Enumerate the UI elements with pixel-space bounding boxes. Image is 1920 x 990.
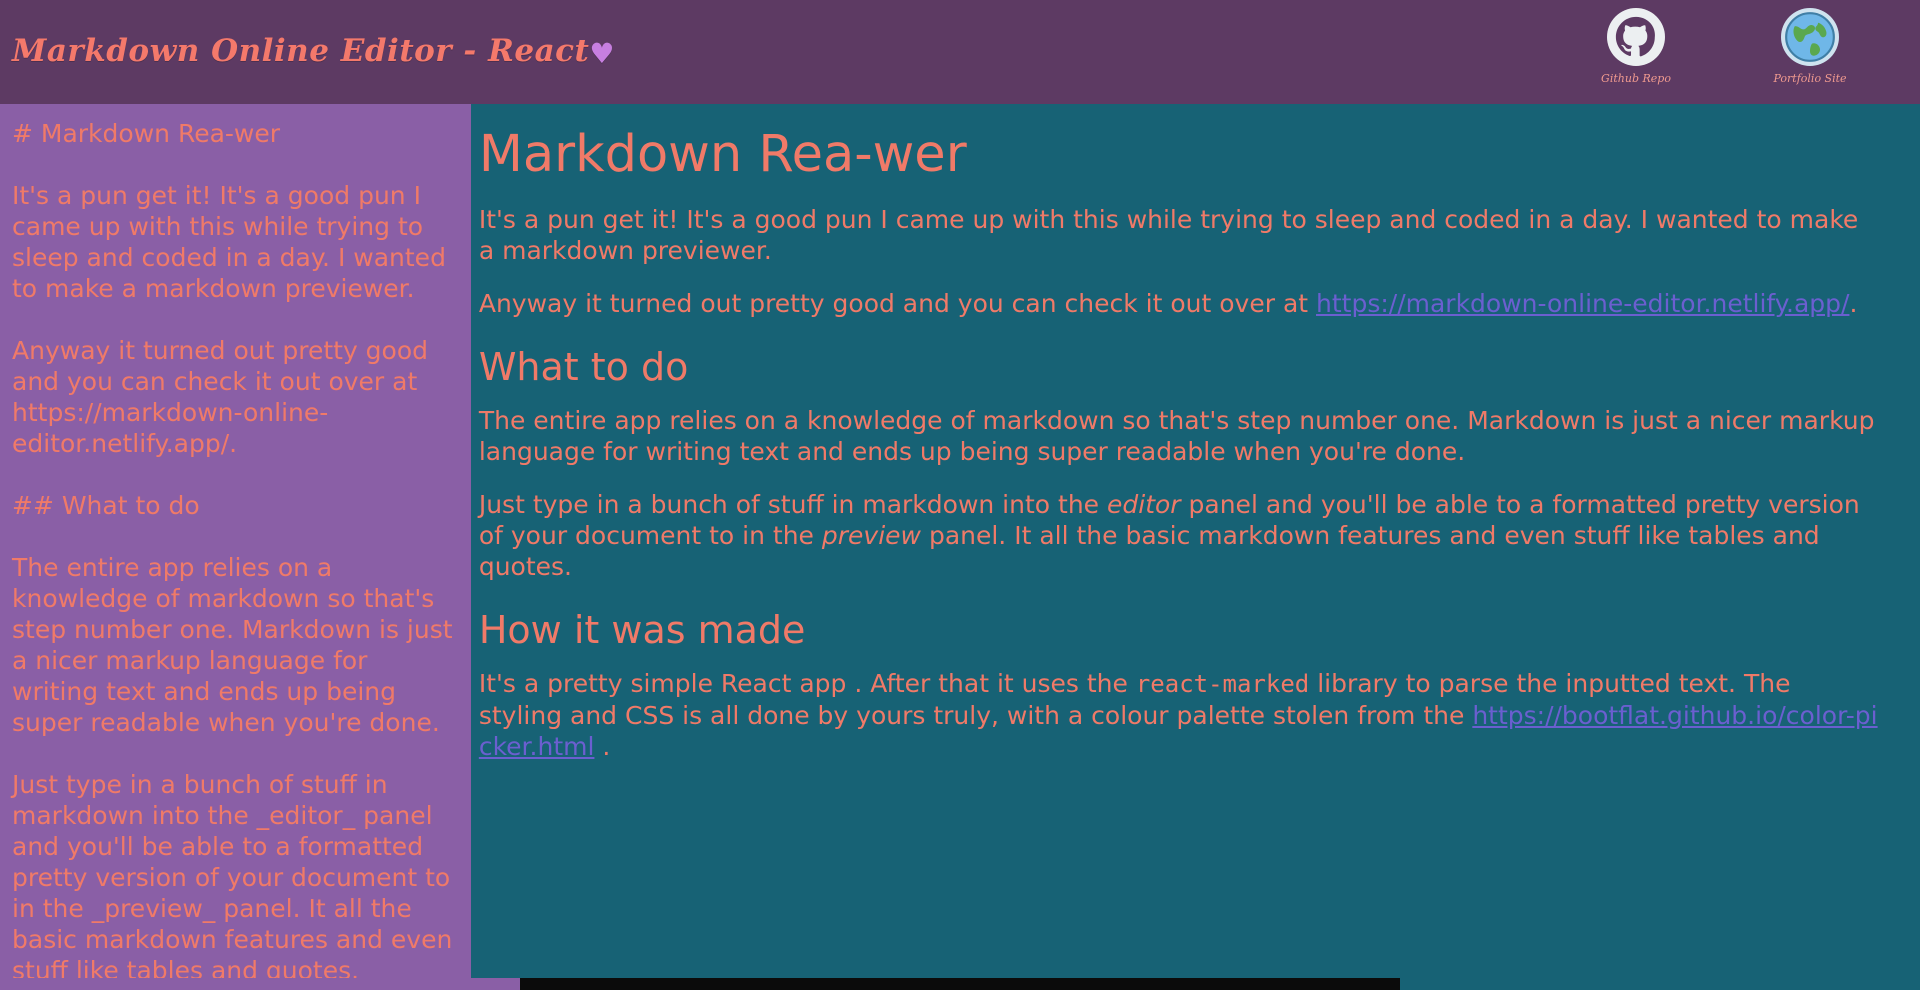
- preview-paragraph-3: The entire app relies on a knowledge of markdown so that's step number one. Markdown is just a nicer markup language for writing text and ends up being super readable when you're done.: [478, 406, 1875, 466]
- scrollbar-track-right: [1400, 978, 1920, 990]
- preview-p5-b: library to parse the inputted text. The styling and CSS is all done by yours truly, with a colour palette stolen from the: [478, 669, 1791, 730]
- preview-paragraph-4: [479, 489, 1878, 582]
- preview-heading-1: Markdown Rea-wer: [478, 125, 967, 184]
- app-header: [0, 0, 1920, 104]
- preview-paragraph-5: [479, 668, 1878, 762]
- preview-p5-c: .: [594, 732, 611, 761]
- preview-emphasis-editor: editor: [1107, 490, 1181, 519]
- preview-heading-what-to-do: What to do: [478, 345, 689, 389]
- app-title-text: Markdown Online Editor - React: [12, 33, 590, 69]
- preview-emphasis-preview: preview: [821, 521, 921, 550]
- editor-preview-split: [0, 104, 1920, 990]
- editor-pane: [0, 104, 471, 990]
- heart-icon: ♥: [589, 37, 615, 70]
- globe-icon: [1781, 8, 1839, 66]
- portfolio-site-link[interactable]: [1762, 8, 1858, 85]
- header-links: [1588, 0, 1920, 85]
- netlify-app-link[interactable]: https://markdown-online-editor.netlify.app/: [1316, 289, 1850, 318]
- portfolio-site-label: Portfolio Site: [1773, 72, 1847, 85]
- preview-p2-before: Anyway it turned out pretty good and you can check it out over at: [478, 289, 1317, 318]
- markdown-preview: [479, 126, 1878, 762]
- markdown-editor-textarea[interactable]: [0, 104, 471, 990]
- preview-paragraph-2: [479, 288, 1878, 319]
- preview-p4-b: panel and you'll be able to a formatted pretty version of your document to in the: [478, 490, 1860, 550]
- scrollbar-track-left: [0, 978, 520, 990]
- horizontal-scrollbar[interactable]: [0, 978, 1920, 990]
- page-title: [0, 0, 615, 70]
- preview-p5-a: It's a pretty simple React app . After that it uses the: [478, 669, 1136, 698]
- github-icon: [1607, 8, 1665, 66]
- scrollbar-thumb[interactable]: [520, 978, 1400, 990]
- preview-p4-c: panel. It all the basic markdown features and even stuff like tables and quotes.: [478, 521, 1820, 581]
- preview-pane: [471, 104, 1920, 990]
- preview-heading-how-it-was-made: How it was made: [478, 608, 806, 652]
- preview-p2-after: .: [1849, 289, 1858, 318]
- preview-inline-code: react-marked: [1135, 670, 1310, 698]
- bootflat-color-picker-link[interactable]: https://bootflat.github.io/color-picker.html: [478, 701, 1878, 761]
- preview-p4-a: Just type in a bunch of stuff in markdown into the: [478, 490, 1107, 519]
- github-repo-link[interactable]: [1588, 8, 1684, 85]
- github-repo-label: Github Repo: [1601, 72, 1671, 85]
- preview-paragraph-1: It's a pun get it! It's a good pun I came up with this while trying to sleep and coded in a day. I wanted to make a markdown previewer.: [478, 205, 1859, 265]
